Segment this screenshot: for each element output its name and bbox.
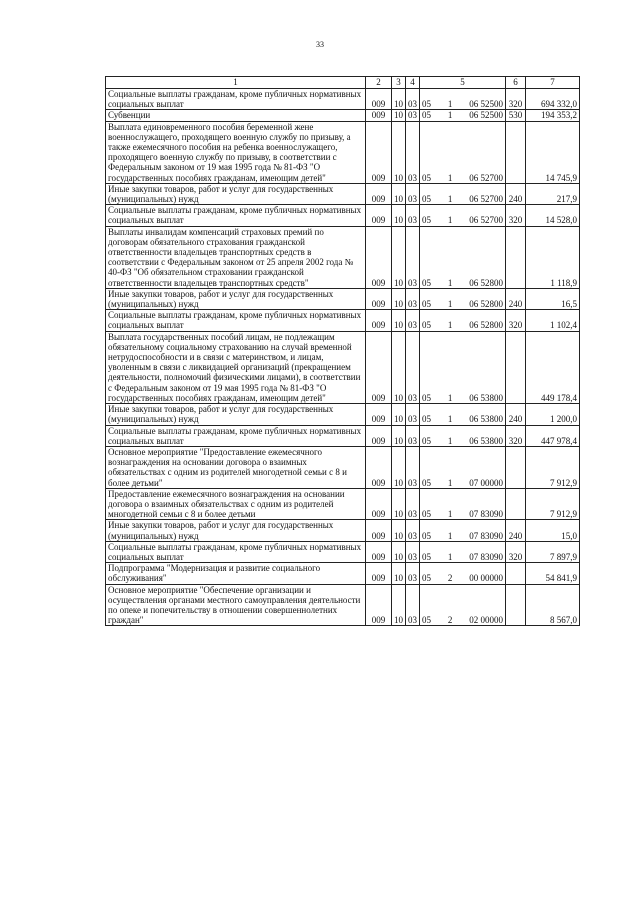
amount: 447 978,4 [526,425,580,446]
subsection-code: 03 [406,563,420,584]
row-description: Социальные выплаты гражданам, кроме публичных нормативных социальных выплат [106,425,366,446]
subprogram-code: 1 [447,320,453,331]
program-code: 05 [422,277,431,288]
program-code: 05 [422,509,431,520]
amount: 194 353,2 [526,110,580,121]
program-code: 05 [422,551,431,562]
subsection-code: 03 [406,331,420,403]
expense-type-code [506,488,526,520]
table-row [106,89,580,110]
section-code: 10 [392,541,406,562]
expense-type-code [506,584,526,626]
column-header: 7 [526,77,580,89]
section-code: 10 [392,288,406,309]
row-description: Выплата государственных пособий лицам, не подлежащим обязательному социальному страхованию на случай временной нетрудоспособности и в связи с материнством, и лицам, уволенным в связи с ликвидацией организаций (прекращением деятельности, полномочий физическими лицами), в соответствии с Федеральным законом от 19 мая 1995 года № 81-ФЗ "О государственных пособиях гражданам, имеющим детей" [106,331,366,403]
target-article-code [420,110,506,121]
ministry-code: 009 [366,310,392,331]
subsection-code: 03 [406,541,420,562]
subprogram-code: 2 [447,615,453,626]
ministry-code: 009 [366,541,392,562]
subsection-code: 03 [406,310,420,331]
table-row [106,183,580,204]
target-article-code [420,563,506,584]
column-header: 6 [506,77,526,89]
amount: 14 745,9 [526,121,580,183]
expense-type-code [506,121,526,183]
table-row [106,520,580,541]
target-article-code [420,425,506,446]
expense-type-code [506,226,526,288]
direction-code: 06 53800 [469,414,503,425]
ministry-code: 009 [366,226,392,288]
section-code: 10 [392,89,406,110]
amount: 1 200,0 [526,404,580,425]
target-article-code [420,310,506,331]
amount: 8 567,0 [526,584,580,626]
target-article-code [420,288,506,309]
expense-type-code: 320 [506,310,526,331]
direction-code: 06 52700 [469,215,503,226]
expense-type-code: 240 [506,288,526,309]
amount: 449 178,4 [526,331,580,403]
direction-code: 06 53800 [469,435,503,446]
target-article-code [420,183,506,204]
expense-type-code: 240 [506,183,526,204]
expense-type-code: 320 [506,89,526,110]
row-description: Социальные выплаты гражданам, кроме публичных нормативных социальных выплат [106,89,366,110]
table-row [106,121,580,183]
subprogram-code: 1 [447,477,453,488]
subsection-code: 03 [406,488,420,520]
subprogram-code: 1 [447,99,453,110]
page-number: 33 [316,40,324,49]
subsection-code: 03 [406,404,420,425]
target-article-code [420,89,506,110]
ministry-code: 009 [366,89,392,110]
subsection-code: 03 [406,520,420,541]
direction-code: 00 00000 [469,573,503,584]
program-code: 05 [422,530,431,541]
subsection-code: 03 [406,584,420,626]
direction-code: 06 52700 [469,194,503,205]
row-description: Выплаты инвалидам компенсаций страховых премий по договорам обязательного страхования гражданской ответственности владельцев транспортных средств в соответствии с Федеральным законом от 25 апреля 2002 года № 40-ФЗ "Об обязательном страховании гражданской ответственности владельцев транспортных средств" [106,226,366,288]
table-row [106,584,580,626]
subsection-code: 03 [406,226,420,288]
direction-code: 06 52800 [469,320,503,331]
row-description: Социальные выплаты гражданам, кроме публичных нормативных социальных выплат [106,205,366,226]
subsection-code: 03 [406,110,420,121]
ministry-code: 009 [366,425,392,446]
section-code: 10 [392,121,406,183]
program-code: 05 [422,573,431,584]
ministry-code: 009 [366,404,392,425]
subsection-code: 03 [406,446,420,488]
direction-code: 02 00000 [469,615,503,626]
amount: 1 118,9 [526,226,580,288]
row-description: Иные закупки товаров, работ и услуг для государственных (муниципальных) нужд [106,183,366,204]
target-article-code [420,584,506,626]
subprogram-code: 1 [447,435,453,446]
subprogram-code: 1 [447,509,453,520]
target-article-code [420,446,506,488]
target-article-code [420,488,506,520]
direction-code: 07 83090 [469,530,503,541]
amount: 15,0 [526,520,580,541]
direction-code: 07 83090 [469,509,503,520]
amount: 14 528,0 [526,205,580,226]
program-code: 05 [422,299,431,310]
table-row [106,541,580,562]
table-row [106,425,580,446]
subprogram-code: 2 [447,573,453,584]
row-description: Основное мероприятие "Предоставление ежемесячного вознаграждения на основании договора о взаимных обязательствах с одним из родителей многодетной семьи с 8 и более детьми" [106,446,366,488]
table-row [106,446,580,488]
table-row [106,488,580,520]
direction-code: 06 53800 [469,392,503,403]
amount: 54 841,9 [526,563,580,584]
subprogram-code: 1 [447,392,453,403]
table-row [106,331,580,403]
program-code: 05 [422,414,431,425]
table-row [106,226,580,288]
direction-code: 07 00000 [469,477,503,488]
table-row [106,288,580,309]
amount: 217,9 [526,183,580,204]
target-article-code [420,226,506,288]
subsection-code: 03 [406,121,420,183]
direction-code: 06 52700 [469,172,503,183]
direction-code: 06 52500 [469,99,503,110]
ministry-code: 009 [366,183,392,204]
direction-code: 06 52800 [469,299,503,310]
ministry-code: 009 [366,446,392,488]
header-row [106,77,580,89]
ministry-code: 009 [366,288,392,309]
subsection-code: 03 [406,205,420,226]
direction-code: 06 52500 [469,110,503,121]
section-code: 10 [392,584,406,626]
subsection-code: 03 [406,288,420,309]
direction-code: 06 52800 [469,277,503,288]
section-code: 10 [392,446,406,488]
amount: 694 332,0 [526,89,580,110]
program-code: 05 [422,194,431,205]
subprogram-code: 1 [447,530,453,541]
section-code: 10 [392,520,406,541]
subprogram-code: 1 [447,194,453,205]
program-code: 05 [422,392,431,403]
program-code: 05 [422,110,431,121]
section-code: 10 [392,183,406,204]
subprogram-code: 1 [447,414,453,425]
row-description: Социальные выплаты гражданам, кроме публичных нормативных социальных выплат [106,541,366,562]
expense-type-code: 240 [506,520,526,541]
subprogram-code: 1 [447,551,453,562]
ministry-code: 009 [366,331,392,403]
amount: 7 897,9 [526,541,580,562]
expense-type-code: 320 [506,541,526,562]
section-code: 10 [392,205,406,226]
ministry-code: 009 [366,488,392,520]
expense-type-code: 320 [506,205,526,226]
target-article-code [420,541,506,562]
program-code: 05 [422,477,431,488]
subprogram-code: 1 [447,172,453,183]
column-header: 3 [392,77,406,89]
row-description: Предоставление ежемесячного вознаграждения на основании договора о взаимных обязательствах с одним из родителей многодетной семьи с 8 и более детьми [106,488,366,520]
expense-type-code [506,563,526,584]
ministry-code: 009 [366,205,392,226]
column-header: 5 [420,77,506,89]
expense-type-code: 320 [506,425,526,446]
subprogram-code: 1 [447,215,453,226]
section-code: 10 [392,226,406,288]
ministry-code: 009 [366,563,392,584]
expense-type-code [506,331,526,403]
table-row [106,110,580,121]
table-row [106,404,580,425]
subprogram-code: 1 [447,110,453,121]
row-description: Подпрограмма "Модернизация и развитие социального обслуживания" [106,563,366,584]
target-article-code [420,121,506,183]
section-code: 10 [392,331,406,403]
row-description: Субвенции [106,110,366,121]
program-code: 05 [422,99,431,110]
subprogram-code: 1 [447,277,453,288]
section-code: 10 [392,425,406,446]
column-header: 4 [406,77,420,89]
table-row [106,310,580,331]
target-article-code [420,331,506,403]
target-article-code [420,404,506,425]
subsection-code: 03 [406,183,420,204]
subsection-code: 03 [406,89,420,110]
amount: 1 102,4 [526,310,580,331]
direction-code: 07 83090 [469,551,503,562]
expense-type-code [506,446,526,488]
section-code: 10 [392,404,406,425]
target-article-code [420,205,506,226]
amount: 16,5 [526,288,580,309]
amount: 7 912,9 [526,446,580,488]
ministry-code: 009 [366,584,392,626]
row-description: Основное мероприятие "Обеспечение организации и осуществления органами местного самоуправления деятельности по опеке и попечительству в отношении совершеннолетних граждан" [106,584,366,626]
row-description: Иные закупки товаров, работ и услуг для государственных (муниципальных) нужд [106,520,366,541]
column-header: 2 [366,77,392,89]
section-code: 10 [392,488,406,520]
program-code: 05 [422,615,431,626]
ministry-code: 009 [366,121,392,183]
section-code: 10 [392,563,406,584]
budget-table [105,76,580,626]
column-header: 1 [106,77,366,89]
program-code: 05 [422,435,431,446]
row-description: Выплата единовременного пособия беременной жене военнослужащего, проходящего военную службу по призыву, а также ежемесячного пособия на ребенка военнослужащего, проходящего военную службу по призыву, в соответствии с Федеральным законом от 19 мая 1995 года № 81-ФЗ "О государственных пособиях гражданам, имеющим детей" [106,121,366,183]
section-code: 10 [392,310,406,331]
amount: 7 912,9 [526,488,580,520]
table-row [106,563,580,584]
section-code: 10 [392,110,406,121]
program-code: 05 [422,215,431,226]
program-code: 05 [422,320,431,331]
ministry-code: 009 [366,520,392,541]
ministry-code: 009 [366,110,392,121]
row-description: Иные закупки товаров, работ и услуг для государственных (муниципальных) нужд [106,288,366,309]
expense-type-code: 240 [506,404,526,425]
program-code: 05 [422,172,431,183]
table-body [106,89,580,626]
expense-type-code: 530 [506,110,526,121]
subprogram-code: 1 [447,299,453,310]
target-article-code [420,520,506,541]
subsection-code: 03 [406,425,420,446]
table-row [106,205,580,226]
row-description: Социальные выплаты гражданам, кроме публичных нормативных социальных выплат [106,310,366,331]
row-description: Иные закупки товаров, работ и услуг для государственных (муниципальных) нужд [106,404,366,425]
